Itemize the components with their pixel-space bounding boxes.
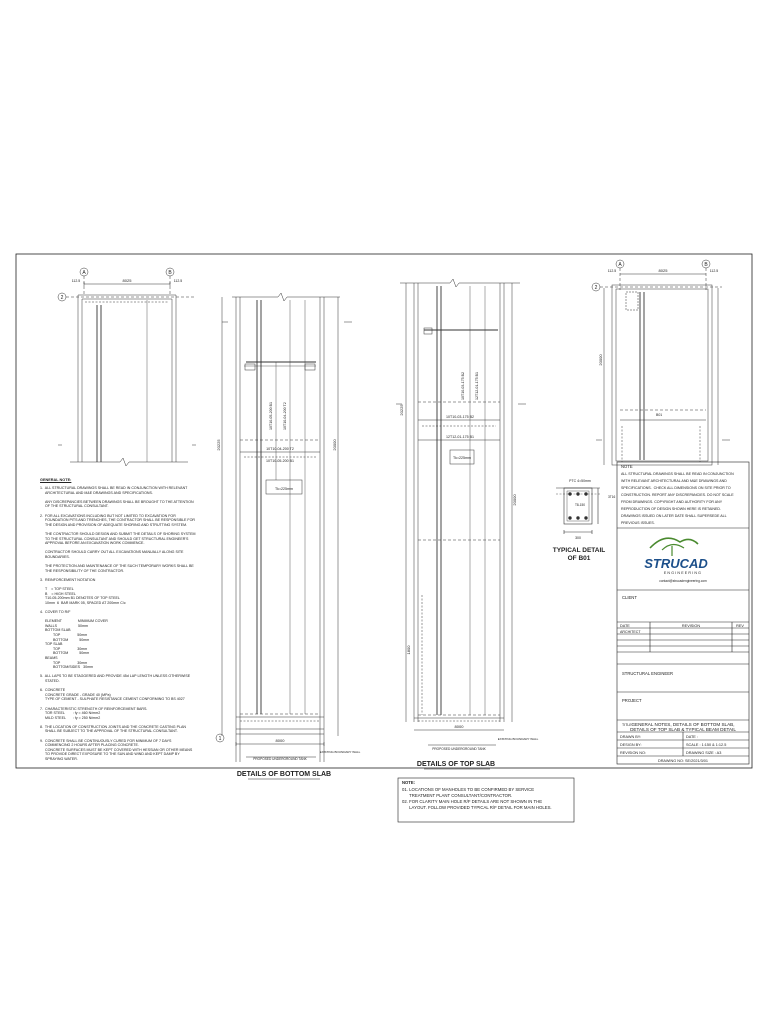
plan-dim-right: 112.5 — [173, 279, 183, 283]
drawing-no: DRAWING NO: SE/2021/3/01 — [657, 759, 709, 763]
top-slab-dim-width: 8000 — [454, 724, 464, 729]
drawn-by: DRAWN BY: — [620, 735, 642, 739]
bottom-slab-tank-label: PROPOSED UNDERGROUND TANK — [253, 757, 307, 761]
top-slab-dim-right: 20000 — [512, 494, 517, 506]
beam-ptc: PTC 4=50mm — [569, 479, 591, 483]
logo-subtitle: ENGINEERING — [663, 571, 703, 575]
bottom-slab-grid-1: 1 — [218, 736, 222, 742]
bottom-slab-bar-3: 10T10-04-200 T2 — [266, 447, 294, 451]
title-line-2: DETAILS OF TOP SLAB & TYPICAL BEAM DETAIL — [630, 727, 736, 732]
project-label: PROJECT — [622, 698, 642, 703]
general-notes: 1. ALL STRUCTURAL DRAWINGS SHALL BE READ IN CONJUNCTION WITH RELEVANT ARCHITECTURAL AND M&E DRAWINGS AND SPECIFICATIONS. ANY DISCREPANCIES BETWEEN DRAWINGS SHALL BE BROUGHT TO THE ATTENTION OF THE STRUCTURAL CONSULTANT. 2. FOR ALL EXCAVATIONS INCLUDING BUT NOT LIMITED TO EXCAVATION FOR FOUNDATION PITS AND TRENCHES, THE CONTRACTOR SHALL BE RESPONSIBLE FOR THE DESIGN AND PROVISION OF ADEQUATE SHORING AND STRUTTING SYSTEM. THE CONTRACTOR SHOULD DESIGN AND SUBMIT THE DETAILS OF SHORING SYSTEM TO THE STRUCTURAL CONSULTANT AND SHOULD GET STRUCTURAL ENGINEER'S APPROVAL BEFORE AN EXCAVATION WORK COMMENCE. CONTRACTOR SHOULD CARRY OUT ALL EXCAVATIONS MANUALLY ALONG SITE BOUNDARIES. THE PROTECTION AND MAINTENANCE OF THE SUCH TEMPORARY WORKS SHALL BE THE RESPONSIBILITY OF THE CONTRACTOR. 3. REINFORCEMENT NOTATION T = TOP STEEL B = HIGH STEEL T10-05-200mm B1 DENOTES OF TOP STEEL 10mm 6 BAR MARK 05, SPACED AT 200mm C/c 4. COVER TO R/F ELEMENT MINIMUM COVER WALLS 50mm BOTTOM SLAB TOP 50mm BOTTOM 50mm TOP SLAB TOP 30mm BOTTOM 50mm BEAMS TOP 30mm BOTTOM/SIDES 30mm 5. ALL LAPS TO BE STAGGERED AND PROVIDE 45d LAP LENGTH UNLESS OTHERWISE STATED. 6. CONCRETE CONCRETE GRADE - GRADE 40 (MPa) TYPE OF CEMENT - SULPHATE RESISTANCE CEMENT CONFORMING TO BS 4027 7. CHARACTERISTIC STRENGTH OF REINFORCEMENT BARS. TOR STEEL : fy = 460 N/mm2 MILD STEEL : fy = 250 N/mm2 8. THE LOCATION OF CONSTRUCTION JOINTS AND THE CONCRETE CASTING PLAN SHALL BE SUBJECT TO THE APPROVAL OF THE STRUCTURAL CONSULTANT. 9. CONCRETE SHALL BE CONTINUOUSLY CURED FOR MINIMUM OF 7 DAYS COMMENCING 2 HOURS AFTER PLACING CONCRETE. CONCRETE SURFACES MUST BE KEPT COVERED WITH HESSIAN OR OTHER MEANS TO PROVIDE DIRECT EXPOSURE TO THE SUN AND WIND AND KEPT DAMP BY SPRAYING WATER. — [40, 486, 196, 762]
drawing-size: DRAWING SIZE : A3 — [686, 751, 722, 755]
strucad-logo — [650, 538, 698, 556]
right-plan-grid-b: B — [704, 262, 708, 268]
beam-title-2: OF B01 — [567, 555, 591, 562]
date-field: DATE : — [686, 735, 698, 739]
plan-dim-8025: 8025 — [122, 278, 132, 283]
bottom-slab-dim-height-2: 20000 — [332, 439, 337, 451]
top-slab-bar-4: 12T12-01-175 B1 — [446, 435, 474, 439]
rev-header: REV — [736, 624, 744, 628]
right-plan-dim-8025: 8025 — [658, 268, 668, 273]
bottom-slab-bar-4: 10T10-05-200 B1 — [266, 459, 294, 463]
top-slab-wall-label: EXISTING BOUNDARY WALL — [497, 737, 539, 741]
top-slab-section — [396, 279, 526, 745]
right-plan-dim-left: 112.5 — [607, 269, 617, 273]
title-line-1: GENERAL NOTES, DETAILS OF BOTTOM SLAB, — [631, 722, 735, 727]
top-slab-plan — [592, 260, 730, 465]
client-label: CLIENT — [622, 595, 637, 600]
bottom-slab-wall-label: EXISTING BOUNDARY WALL — [319, 750, 361, 754]
logo-text: STRUCAD — [644, 556, 708, 571]
scale-field: SCALE : 1:150 & 1:12.5 — [686, 743, 727, 747]
bottom-slab-plan — [58, 268, 196, 466]
bottom-slab-section — [222, 293, 352, 762]
note-box-text: 01. LOCATIONS OF MANHOLES TO BE CONFIRMED BY SERVICE TREATMENT PLANT CONSULTANT/CONTRACTOR. 02. FOR CLARITY MAIN HOLE R/F DETAILS ARE NOT SHOWN IN THE LAYOUT. FOLLOW PROVIDED TYPICAL R/F DETAIL FOR MAIN HOLES. — [402, 787, 552, 810]
note-box-title: NOTE: — [402, 780, 416, 785]
right-plan-grid-2: 2 — [594, 285, 598, 291]
top-slab-bar-1: 10T10-03-175 B2 — [461, 372, 465, 400]
right-plan-grid-a: A — [618, 262, 622, 268]
title-block-note-text: ALL STRUCTURAL DRAWINGS SHALL BE READ IN CONJUNCTION WITH RELEVANT ARCHITECTURAL AND M&E DRAWINGS AND SPECIFICATIONS. CHECK ALL DIMENSIONS ON SITE PRIOR TO CONSTRUCTION. REPORT ANY DISCREPANCIES. DO NOT SCALE FROM DRAWINGS. COPYRIGHT AND AUTHORITY FOR ANY REPRODUCTION OF DESIGN SHOWN HERE IS RETAINED. DRAWINGS ISSUED ON LATER DATE SHALL SUPERSEDE ALL PREVIOUS ISSUES. — [621, 472, 734, 525]
design-by: DESIGN BY: — [620, 743, 642, 747]
right-plan-beam-label: B01 — [656, 413, 663, 417]
top-slab-tank-label: PROPOSED UNDERGROUND TANK — [432, 747, 486, 751]
revision-no: REVISION NO: — [620, 751, 646, 755]
top-slab-dim-height: 20225 — [399, 404, 404, 416]
bottom-slab-dim-width: 8000 — [275, 738, 285, 743]
grid-b-label: B — [168, 270, 172, 276]
top-slab-bar-2: 12T12-01-175 B1 — [475, 372, 479, 400]
beam-detail — [556, 488, 600, 534]
top-slab-dim-1800: 1800 — [406, 645, 411, 655]
logo-contact: contact@strucadengineering.com — [659, 579, 707, 583]
beam-link: T8-150 — [574, 503, 586, 507]
grid-2-label: 2 — [60, 295, 64, 301]
top-slab-thickness: Tk=225mm — [452, 456, 472, 460]
beam-steel: 3T16 — [608, 495, 616, 499]
bottom-slab-title: DETAILS OF BOTTOM SLAB — [236, 771, 332, 778]
top-slab-title: DETAILS OF TOP SLAB — [416, 761, 496, 768]
right-plan-dim-height: 20000 — [598, 354, 603, 366]
bottom-slab-bar-1: 10T10-05-200 B1 — [269, 402, 273, 430]
beam-dim-width: 300 — [575, 536, 581, 540]
bottom-slab-dim-height: 20225 — [216, 439, 221, 451]
plan-dim-left: 112.5 — [71, 279, 81, 283]
revision-header: REVISION — [681, 624, 701, 628]
general-notes-title: GENERAL NOTE: — [40, 478, 72, 482]
beam-title-1: TYPICAL DETAIL — [552, 547, 606, 554]
architect-label: ARCHITECT — [620, 630, 641, 634]
top-slab-bar-3: 10T10-03-175 B2 — [446, 415, 474, 419]
title-label: TITLE — [622, 723, 632, 727]
bottom-slab-bar-2: 10T10-04-200 T2 — [283, 402, 287, 430]
bottom-slab-thickness: Tk=225mm — [274, 487, 294, 491]
grid-a-label: A — [82, 270, 86, 276]
engineer-label: STRUCTURAL ENGINEER — [622, 671, 674, 676]
title-block-note-title: NOTE — [621, 464, 633, 469]
date-header: DATE — [620, 624, 630, 628]
right-plan-dim-right: 112.5 — [709, 269, 719, 273]
